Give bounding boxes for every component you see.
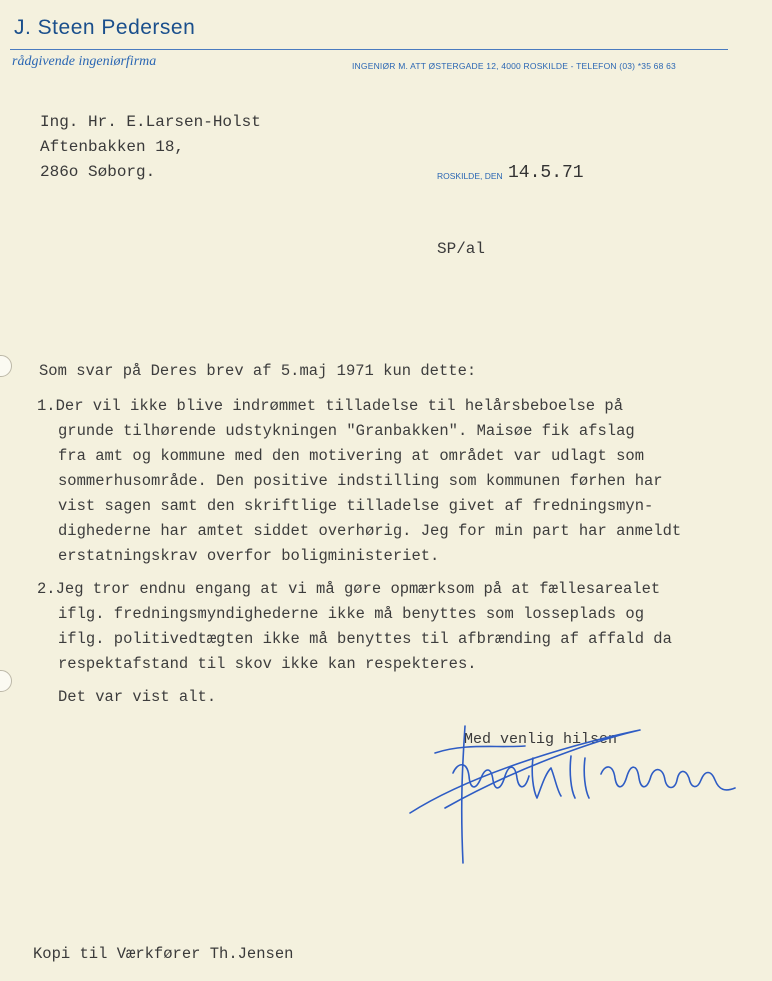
company-tagline: rådgivende ingeniørfirma bbox=[12, 54, 157, 69]
intro-line: Som svar på Deres brev af 5.maj 1971 kun dette: bbox=[39, 362, 477, 380]
point2-line: iflg. politivedtægten ikke må benyttes til afbrænding af affald da bbox=[58, 630, 672, 648]
handwritten-signature bbox=[405, 718, 750, 868]
reference-code: SP/al bbox=[437, 240, 486, 258]
date-value: 14.5.71 bbox=[508, 163, 584, 183]
point2-line: iflg. fredningsmyndighederne ikke må benyttes som losseplads og bbox=[58, 605, 644, 623]
point1-line: erstatningskrav overfor boligministeriet. bbox=[58, 547, 440, 565]
company-contact-line: INGENIØR M. ATT ØSTERGADE 12, 4000 ROSKILDE - TELEFON (03) *35 68 63 bbox=[352, 61, 676, 71]
punch-hole bbox=[0, 355, 12, 377]
company-name: J. Steen Pedersen bbox=[14, 16, 196, 39]
point1-line: fra amt og kommune med den motivering at området var udlagt som bbox=[58, 447, 644, 465]
punch-hole bbox=[0, 670, 12, 692]
point1-line: dighederne har amtet siddet overhørig. Jeg for min part har anmeldt bbox=[58, 522, 682, 540]
point1-line: grunde tilhørende udstykningen "Granbakken". Maisøe fik afslag bbox=[58, 422, 635, 440]
closing-salutation: Med venlig hilsen bbox=[464, 731, 618, 748]
point2-line: respektafstand til skov ikke kan respekteres. bbox=[58, 655, 477, 673]
closing-line: Det var vist alt. bbox=[58, 688, 217, 706]
recipient-name: Ing. Hr. E.Larsen-Holst bbox=[40, 113, 261, 131]
recipient-street: Aftenbakken 18, bbox=[40, 138, 185, 156]
letterhead-divider bbox=[10, 49, 728, 50]
point2-line: 2.Jeg tror endnu engang at vi må gøre opmærksom på at fællesarealet bbox=[37, 580, 661, 598]
point1-line: vist sagen samt den skriftlige tilladelse givet af fredningsmyn- bbox=[58, 497, 654, 515]
copy-recipient-note: Kopi til Værkfører Th.Jensen bbox=[33, 945, 294, 963]
point1-line: 1.Der vil ikke blive indrømmet tilladelse til helårsbeboelse på bbox=[37, 397, 623, 415]
point1-line: sommerhusområde. Den positive indstilling som kommunen førhen har bbox=[58, 472, 663, 490]
date-label: ROSKILDE, DEN bbox=[437, 171, 503, 181]
recipient-city: 286o Søborg. bbox=[40, 163, 156, 181]
